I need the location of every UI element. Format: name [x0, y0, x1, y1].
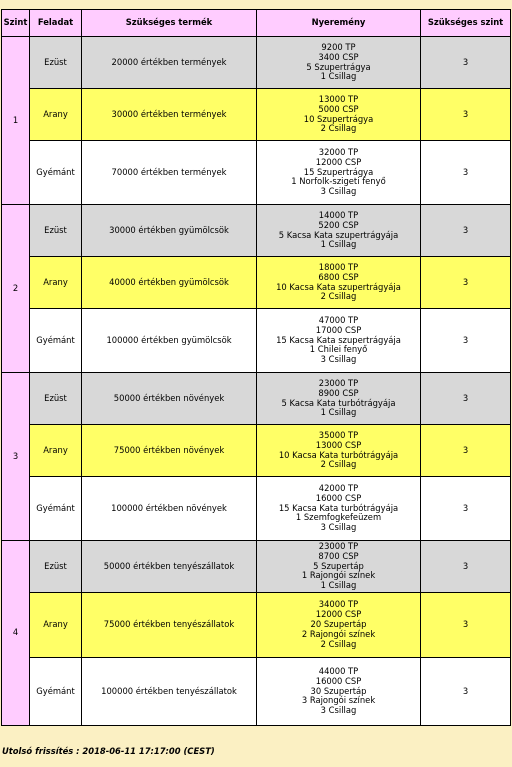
- required-level-cell: 3: [421, 477, 511, 541]
- task-cell: Arany: [30, 89, 82, 141]
- reward-line: 44000 TP: [318, 665, 359, 676]
- table-row: [2, 257, 511, 309]
- product-cell: 100000 értékben gyümölcsök: [82, 309, 257, 373]
- task-cell: Ezüst: [30, 373, 82, 425]
- table-row: [2, 89, 511, 141]
- reward-cell: [257, 37, 421, 89]
- reward-line: 5 Szupertrágya: [306, 61, 371, 72]
- task-cell: Arany: [30, 425, 82, 477]
- task-cell: Gyémánt: [30, 477, 82, 541]
- reward-line: 1 Csillag: [320, 580, 357, 591]
- task-cell: Gyémánt: [30, 141, 82, 205]
- table-row: [2, 309, 511, 373]
- table-row: [2, 373, 511, 425]
- reward-line: 15 Szupertrágya: [303, 166, 374, 177]
- level-cell: 4: [2, 541, 30, 726]
- required-level-cell: 3: [421, 373, 511, 425]
- required-level-cell: 3: [421, 658, 511, 726]
- reward-line: 2 Csillag: [320, 291, 357, 302]
- required-level-cell: 3: [421, 425, 511, 477]
- level-cell: 3: [2, 373, 30, 541]
- reward-line: 2 Csillag: [320, 459, 357, 470]
- reward-line: 17000 CSP: [315, 324, 362, 335]
- reward-table: [1, 9, 511, 726]
- reward-line: 42000 TP: [318, 482, 359, 493]
- required-level-cell: 3: [421, 141, 511, 205]
- reward-line: 3 Csillag: [320, 354, 357, 365]
- required-level-cell: 3: [421, 89, 511, 141]
- product-cell: 40000 értékben gyümölcsök: [82, 257, 257, 309]
- reward-line: 2 Csillag: [320, 638, 357, 649]
- task-cell: Arany: [30, 257, 82, 309]
- reward-cell: [257, 658, 421, 726]
- reward-cell: [257, 425, 421, 477]
- reward-line: 3 Csillag: [320, 705, 357, 716]
- reward-line: 3 Rajongói színek: [301, 695, 376, 706]
- reward-line: 8900 CSP: [318, 387, 359, 398]
- reward-line: 10 Szupertrágya: [303, 113, 374, 124]
- header-task: Feladat: [30, 10, 82, 37]
- reward-line: 16000 CSP: [315, 492, 362, 503]
- reward-line: 2 Rajongói színek: [301, 628, 376, 639]
- table-row: [2, 205, 511, 257]
- product-cell: 75000 értékben növények: [82, 425, 257, 477]
- reward-line: 3400 CSP: [318, 51, 359, 62]
- reward-line: 10 Kacsa Kata szupertrágyája: [276, 281, 401, 292]
- reward-line: 12000 CSP: [315, 609, 362, 620]
- reward-line: 1 Chilei fenyő: [309, 344, 368, 355]
- reward-line: 13000 CSP: [315, 439, 362, 450]
- reward-line: 13000 TP: [318, 93, 359, 104]
- product-cell: 50000 értékben növények: [82, 373, 257, 425]
- table-row: [2, 425, 511, 477]
- reward-line: 34000 TP: [318, 599, 359, 610]
- header-level: Szint: [2, 10, 30, 37]
- product-cell: 100000 értékben növények: [82, 477, 257, 541]
- product-cell: 20000 értékben termények: [82, 37, 257, 89]
- reward-line: 1 Rajongói színek: [301, 570, 376, 581]
- table-row: [2, 593, 511, 658]
- task-cell: Gyémánt: [30, 309, 82, 373]
- product-cell: 30000 értékben gyümölcsök: [82, 205, 257, 257]
- reward-line: 16000 CSP: [315, 675, 362, 686]
- last-updated: Utolsó frissítés : 2018-06-11 17:17:00 (CEST): [2, 746, 215, 756]
- reward-line: 5200 CSP: [318, 219, 359, 230]
- reward-cell: [257, 257, 421, 309]
- header-row: [2, 10, 511, 37]
- reward-line: 1 Norfolk-szigeti fenyő: [291, 176, 386, 187]
- table-row: [2, 658, 511, 726]
- reward-line: 32000 TP: [318, 146, 359, 157]
- reward-line: 23000 TP: [318, 540, 359, 551]
- reward-cell: [257, 89, 421, 141]
- reward-cell: [257, 205, 421, 257]
- product-cell: 75000 értékben tenyészállatok: [82, 593, 257, 658]
- product-cell: 70000 értékben termények: [82, 141, 257, 205]
- reward-line: 5 Kacsa Kata turbótrágyája: [281, 397, 396, 408]
- required-level-cell: 3: [421, 205, 511, 257]
- level-cell: 2: [2, 205, 30, 373]
- reward-cell: [257, 141, 421, 205]
- reward-line: 5 Kacsa Kata szupertrágyája: [278, 229, 399, 240]
- reward-cell: [257, 541, 421, 593]
- product-cell: 30000 értékben termények: [82, 89, 257, 141]
- reward-line: 2 Csillag: [320, 123, 357, 134]
- reward-line: 12000 CSP: [315, 156, 362, 167]
- reward-line: 14000 TP: [318, 209, 359, 220]
- reward-line: 8700 CSP: [318, 550, 359, 561]
- reward-line: 5 Szupertáp: [313, 560, 364, 571]
- task-cell: Ezüst: [30, 205, 82, 257]
- table-body: [2, 37, 511, 726]
- reward-line: 47000 TP: [318, 314, 359, 325]
- reward-line: 10 Kacsa Kata turbótrágyája: [278, 449, 399, 460]
- table-row: [2, 37, 511, 89]
- table-row: [2, 477, 511, 541]
- reward-line: 5000 CSP: [318, 103, 359, 114]
- task-cell: Ezüst: [30, 541, 82, 593]
- reward-line: 20 Szupertáp: [310, 619, 367, 630]
- table-row: [2, 541, 511, 593]
- reward-cell: [257, 477, 421, 541]
- reward-line: 6800 CSP: [318, 271, 359, 282]
- reward-line: 3 Csillag: [320, 522, 357, 533]
- product-cell: 100000 értékben tenyészállatok: [82, 658, 257, 726]
- task-cell: Arany: [30, 593, 82, 658]
- reward-line: 23000 TP: [318, 377, 359, 388]
- header-reward: Nyeremény: [257, 10, 421, 37]
- reward-cell: [257, 593, 421, 658]
- required-level-cell: 3: [421, 541, 511, 593]
- required-level-cell: 3: [421, 593, 511, 658]
- task-cell: Ezüst: [30, 37, 82, 89]
- reward-line: 1 Szemfogkefeüzem: [295, 512, 382, 523]
- reward-line: 1 Csillag: [320, 239, 357, 250]
- reward-line: 1 Csillag: [320, 71, 357, 82]
- reward-line: 3 Csillag: [320, 186, 357, 197]
- reward-line: 35000 TP: [318, 429, 359, 440]
- table-row: [2, 141, 511, 205]
- header-required-level: Szükséges szint: [421, 10, 511, 37]
- reward-line: 1 Csillag: [320, 407, 357, 418]
- required-level-cell: 3: [421, 257, 511, 309]
- reward-cell: [257, 373, 421, 425]
- task-cell: Gyémánt: [30, 658, 82, 726]
- reward-line: 30 Szupertáp: [310, 685, 367, 696]
- required-level-cell: 3: [421, 309, 511, 373]
- header-product: Szükséges termék: [82, 10, 257, 37]
- reward-line: 9200 TP: [321, 41, 356, 52]
- product-cell: 50000 értékben tenyészállatok: [82, 541, 257, 593]
- reward-line: 18000 TP: [318, 261, 359, 272]
- reward-cell: [257, 309, 421, 373]
- reward-line: 15 Kacsa Kata turbótrágyája: [278, 502, 399, 513]
- reward-line: 15 Kacsa Kata szupertrágyája: [276, 334, 401, 345]
- level-cell: 1: [2, 37, 30, 205]
- required-level-cell: 3: [421, 37, 511, 89]
